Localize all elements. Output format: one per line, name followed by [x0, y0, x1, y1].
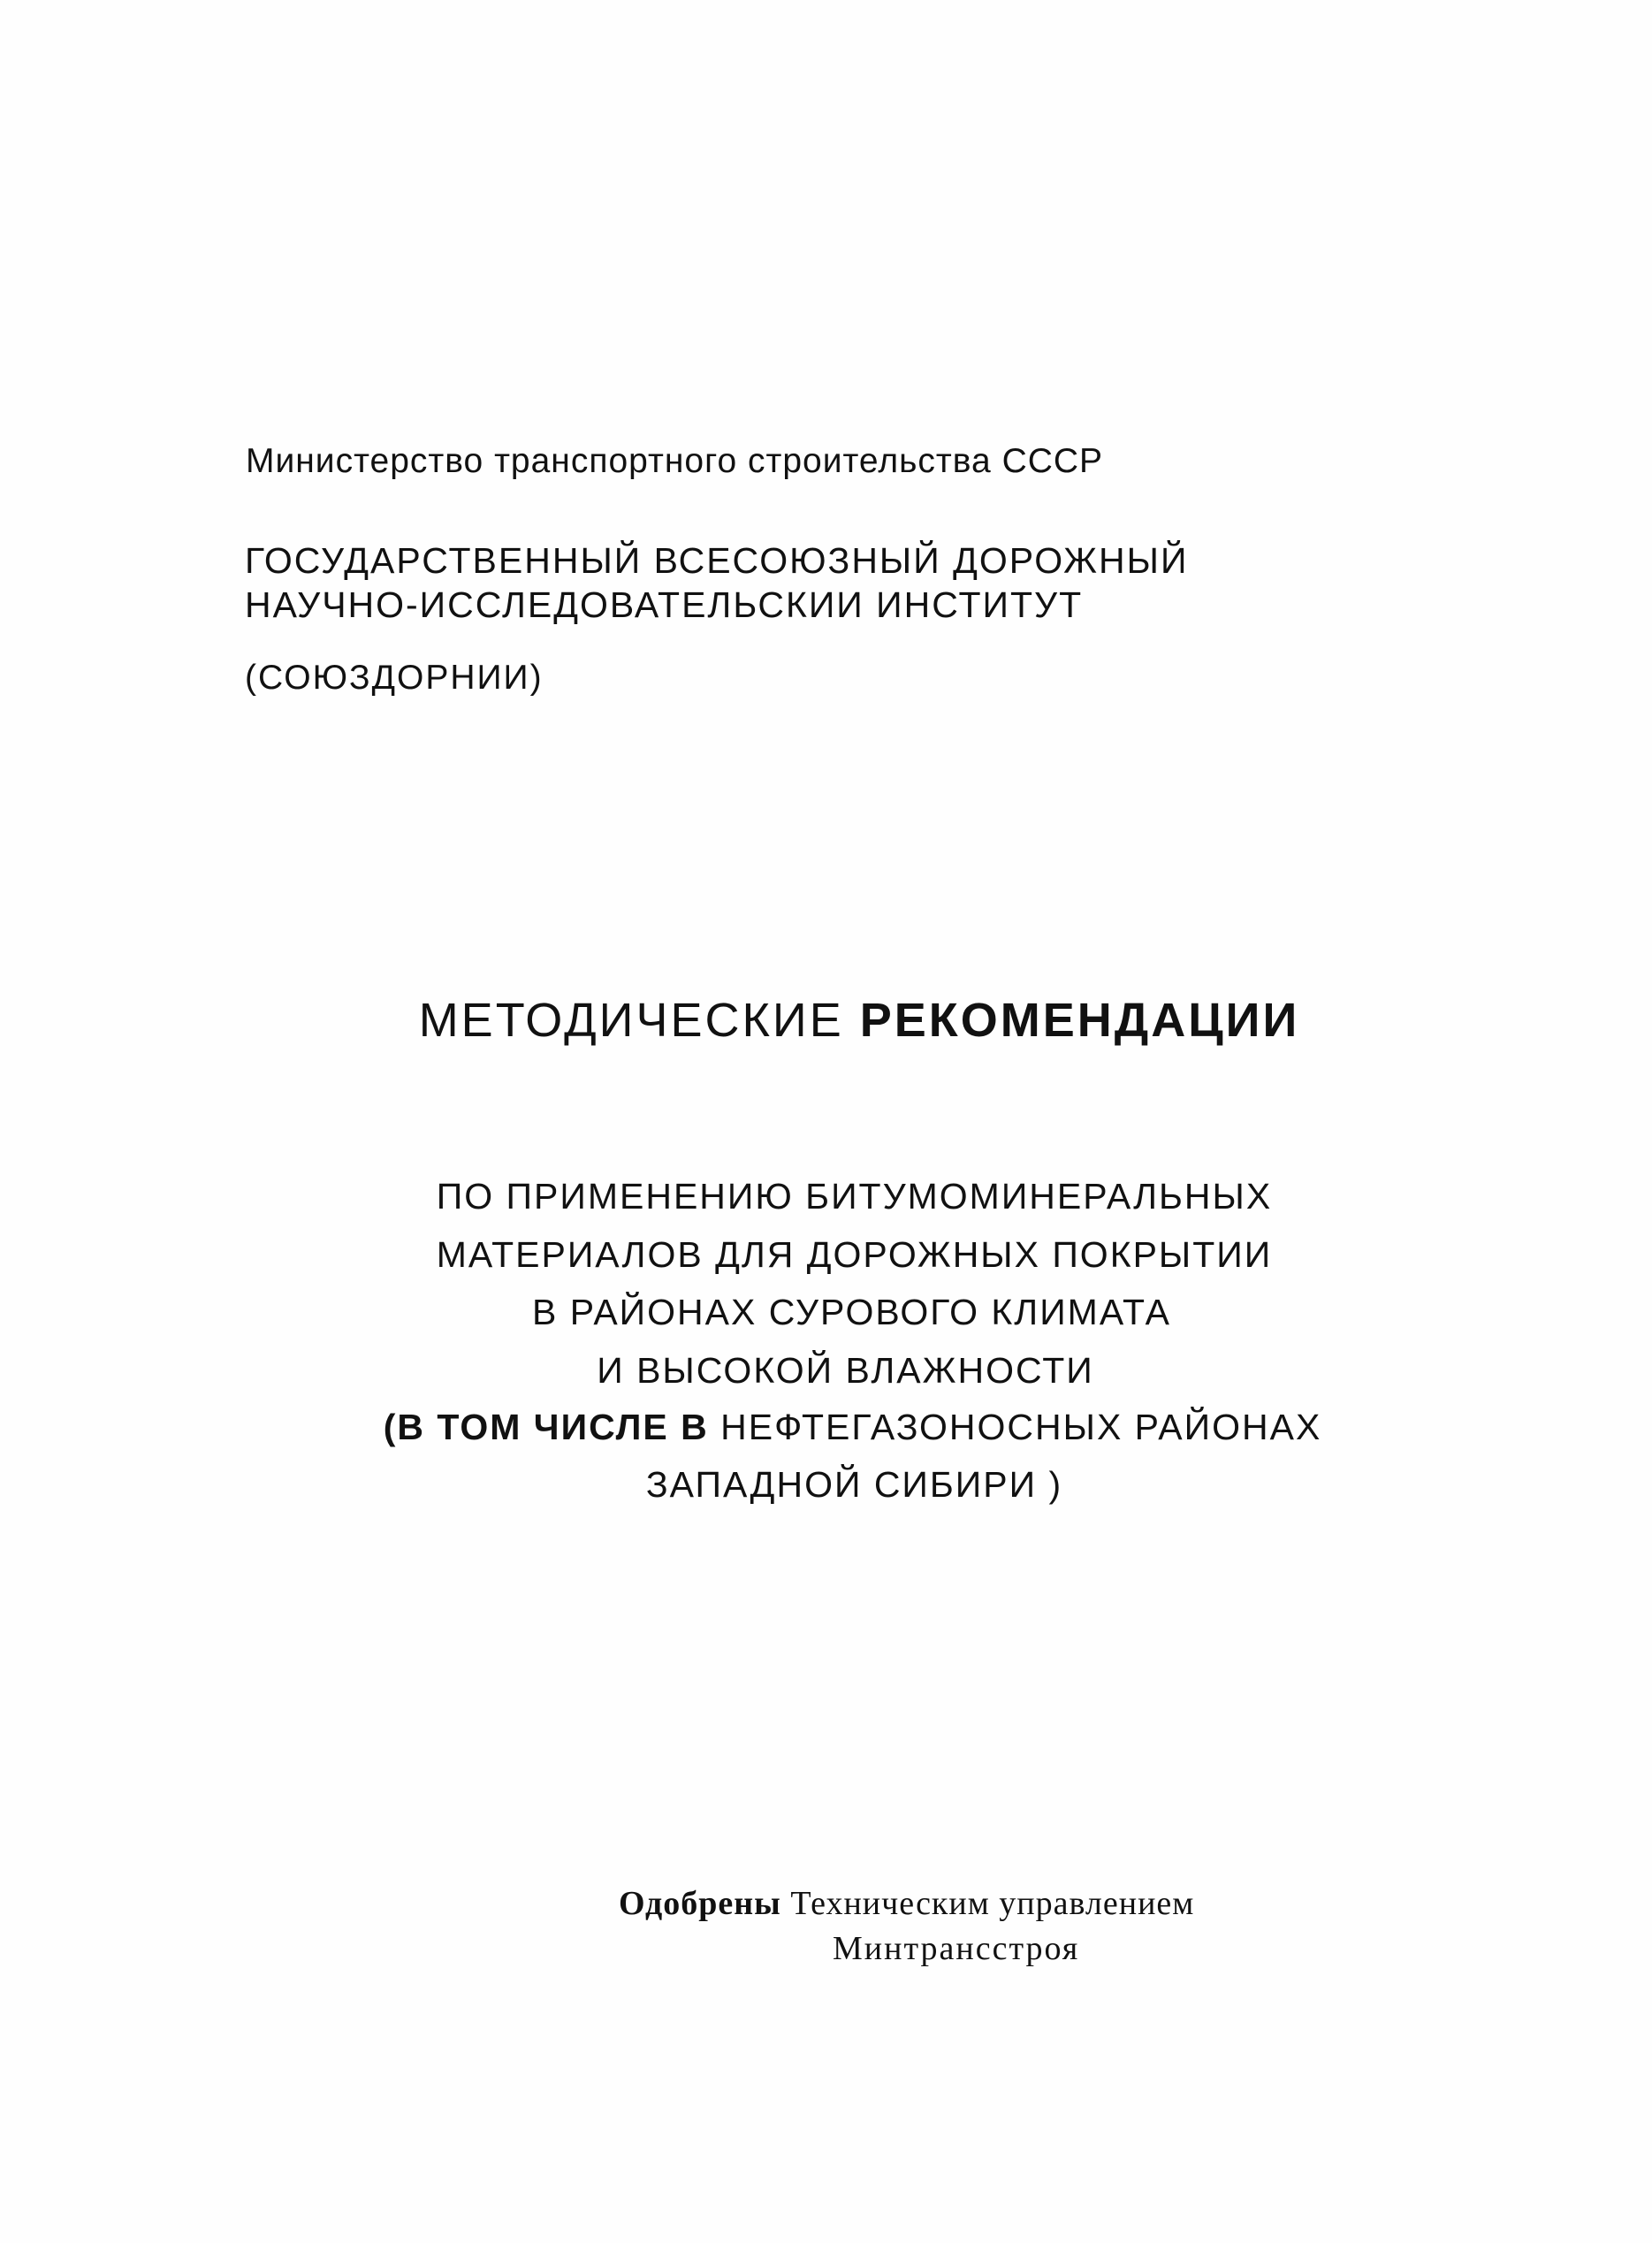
- subtitle-line-5-part-2: НЕФТЕГАЗОНОСНЫХ РАЙОНАХ: [708, 1407, 1322, 1447]
- subtitle-line-1: ПО ПРИМЕНЕНИЮ БИТУМОМИНЕРАЛЬНЫХ: [436, 1176, 1273, 1217]
- approval-line-1: [619, 1887, 1194, 1920]
- subtitle-line-6: ЗАПАДНОЙ СИБИРИ ): [645, 1464, 1063, 1505]
- institute-abbreviation: (СОЮЗДОРНИИ): [245, 659, 544, 697]
- subtitle-line-5: [0, 1409, 1652, 1446]
- document-title: [0, 994, 1652, 1047]
- ministry-name: Министерство транспортного строительства СССР: [246, 442, 1104, 480]
- approval-line-2: Минтрансстроя: [833, 1930, 1080, 1967]
- document-title-word-1: МЕТОДИЧЕСКИЕ: [418, 994, 844, 1047]
- institute-name-line-1: ГОСУДАРСТВЕННЫЙ ВСЕСОЮЗНЫЙ ДОРОЖНЫЙ: [245, 540, 1189, 581]
- subtitle-line-3: В РАЙОНАХ СУРОВОГО КЛИМАТА: [531, 1292, 1171, 1332]
- subtitle-line-4: И ВЫСОКОЙ ВЛАЖНОСТИ: [597, 1350, 1094, 1391]
- approval-word-1: Одобрены: [619, 1885, 781, 1922]
- subtitle-line-2: МАТЕРИАЛОВ ДЛЯ ДОРОЖНЫХ ПОКРЫТИИ: [436, 1234, 1273, 1275]
- document-title-word-2: РЕКОМЕНДАЦИИ: [859, 994, 1300, 1047]
- institute-name-line-2: НАУЧНО-ИССЛЕДОВАТЕЛЬСКИИ ИНСТИТУТ: [245, 584, 1084, 625]
- subtitle-line-5-part-1: (В ТОМ ЧИСЛЕ В: [383, 1407, 709, 1447]
- approval-rest-1: Техническим управлением: [780, 1885, 1195, 1922]
